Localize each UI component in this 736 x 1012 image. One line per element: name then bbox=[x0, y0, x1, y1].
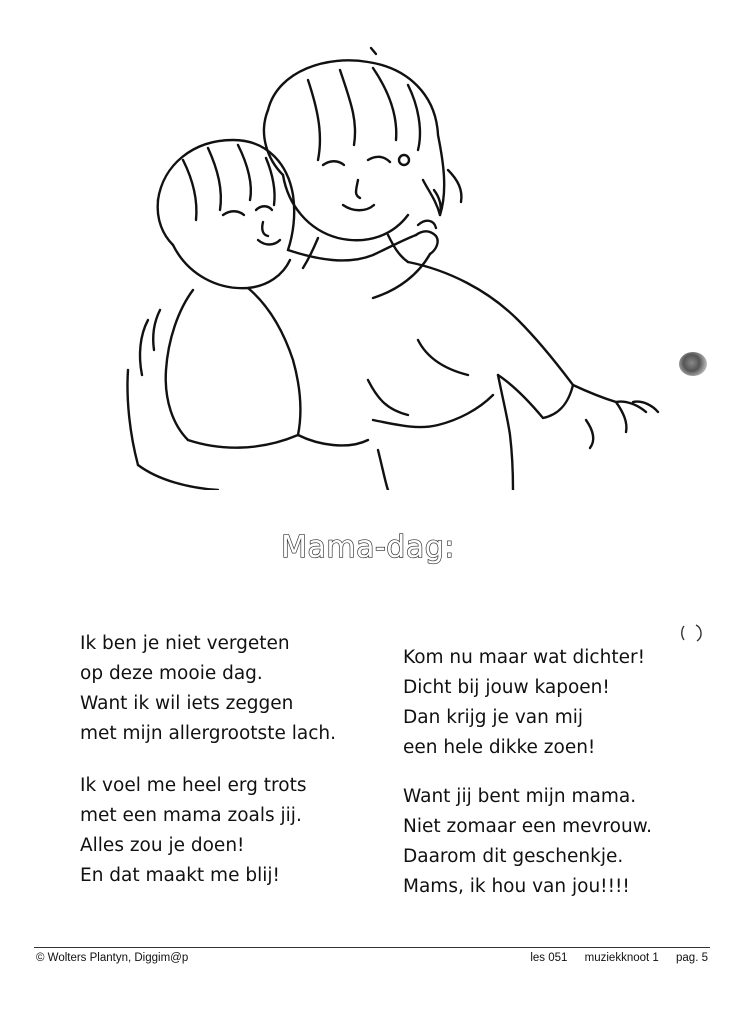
footer-page-number: pag. 5 bbox=[676, 952, 708, 964]
poem-stanza bbox=[403, 782, 652, 902]
scan-blot bbox=[679, 352, 707, 376]
mother-child-hug-illustration bbox=[118, 40, 678, 490]
poem-line: Ik ben je niet vergeten bbox=[80, 633, 290, 654]
footer-divider bbox=[34, 947, 710, 948]
poem-line: En dat maakt me blij! bbox=[80, 865, 280, 886]
punch-hole-mark bbox=[678, 622, 708, 644]
footer-meta bbox=[516, 952, 708, 964]
poem-line: Daarom dit geschenkje. bbox=[403, 846, 624, 867]
poem-stanza bbox=[403, 643, 645, 763]
poem-line: Want ik wil iets zeggen bbox=[80, 693, 294, 714]
poem-line: Alles zou je doen! bbox=[80, 835, 245, 856]
poem-line: Dan krijg je van mij bbox=[403, 707, 584, 728]
poem-line: Mams, ik hou van jou!!!! bbox=[403, 876, 630, 897]
poem-line: op deze mooie dag. bbox=[80, 663, 263, 684]
poem-line: met mijn allergrootste lach. bbox=[80, 723, 336, 744]
poem-line: Ik voel me heel erg trots bbox=[80, 775, 307, 796]
poem-line: met een mama zoals jij. bbox=[80, 805, 302, 826]
footer-series: muziekknoot 1 bbox=[584, 952, 659, 964]
poem-line: Dicht bij jouw kapoen! bbox=[403, 677, 610, 698]
footer-lesson: les 051 bbox=[530, 952, 568, 964]
poem-line: Niet zomaar een mevrouw. bbox=[403, 816, 652, 837]
poem-line: Kom nu maar wat dichter! bbox=[403, 647, 645, 668]
poem-line: Want jij bent mijn mama. bbox=[403, 786, 637, 807]
poem-line: een hele dikke zoen! bbox=[403, 737, 596, 758]
poem-stanza bbox=[80, 771, 306, 891]
poem-title: Mama-dag: bbox=[281, 530, 455, 565]
poem-stanza bbox=[80, 629, 336, 749]
footer-copyright: © Wolters Plantyn, Diggim@p bbox=[36, 952, 189, 964]
